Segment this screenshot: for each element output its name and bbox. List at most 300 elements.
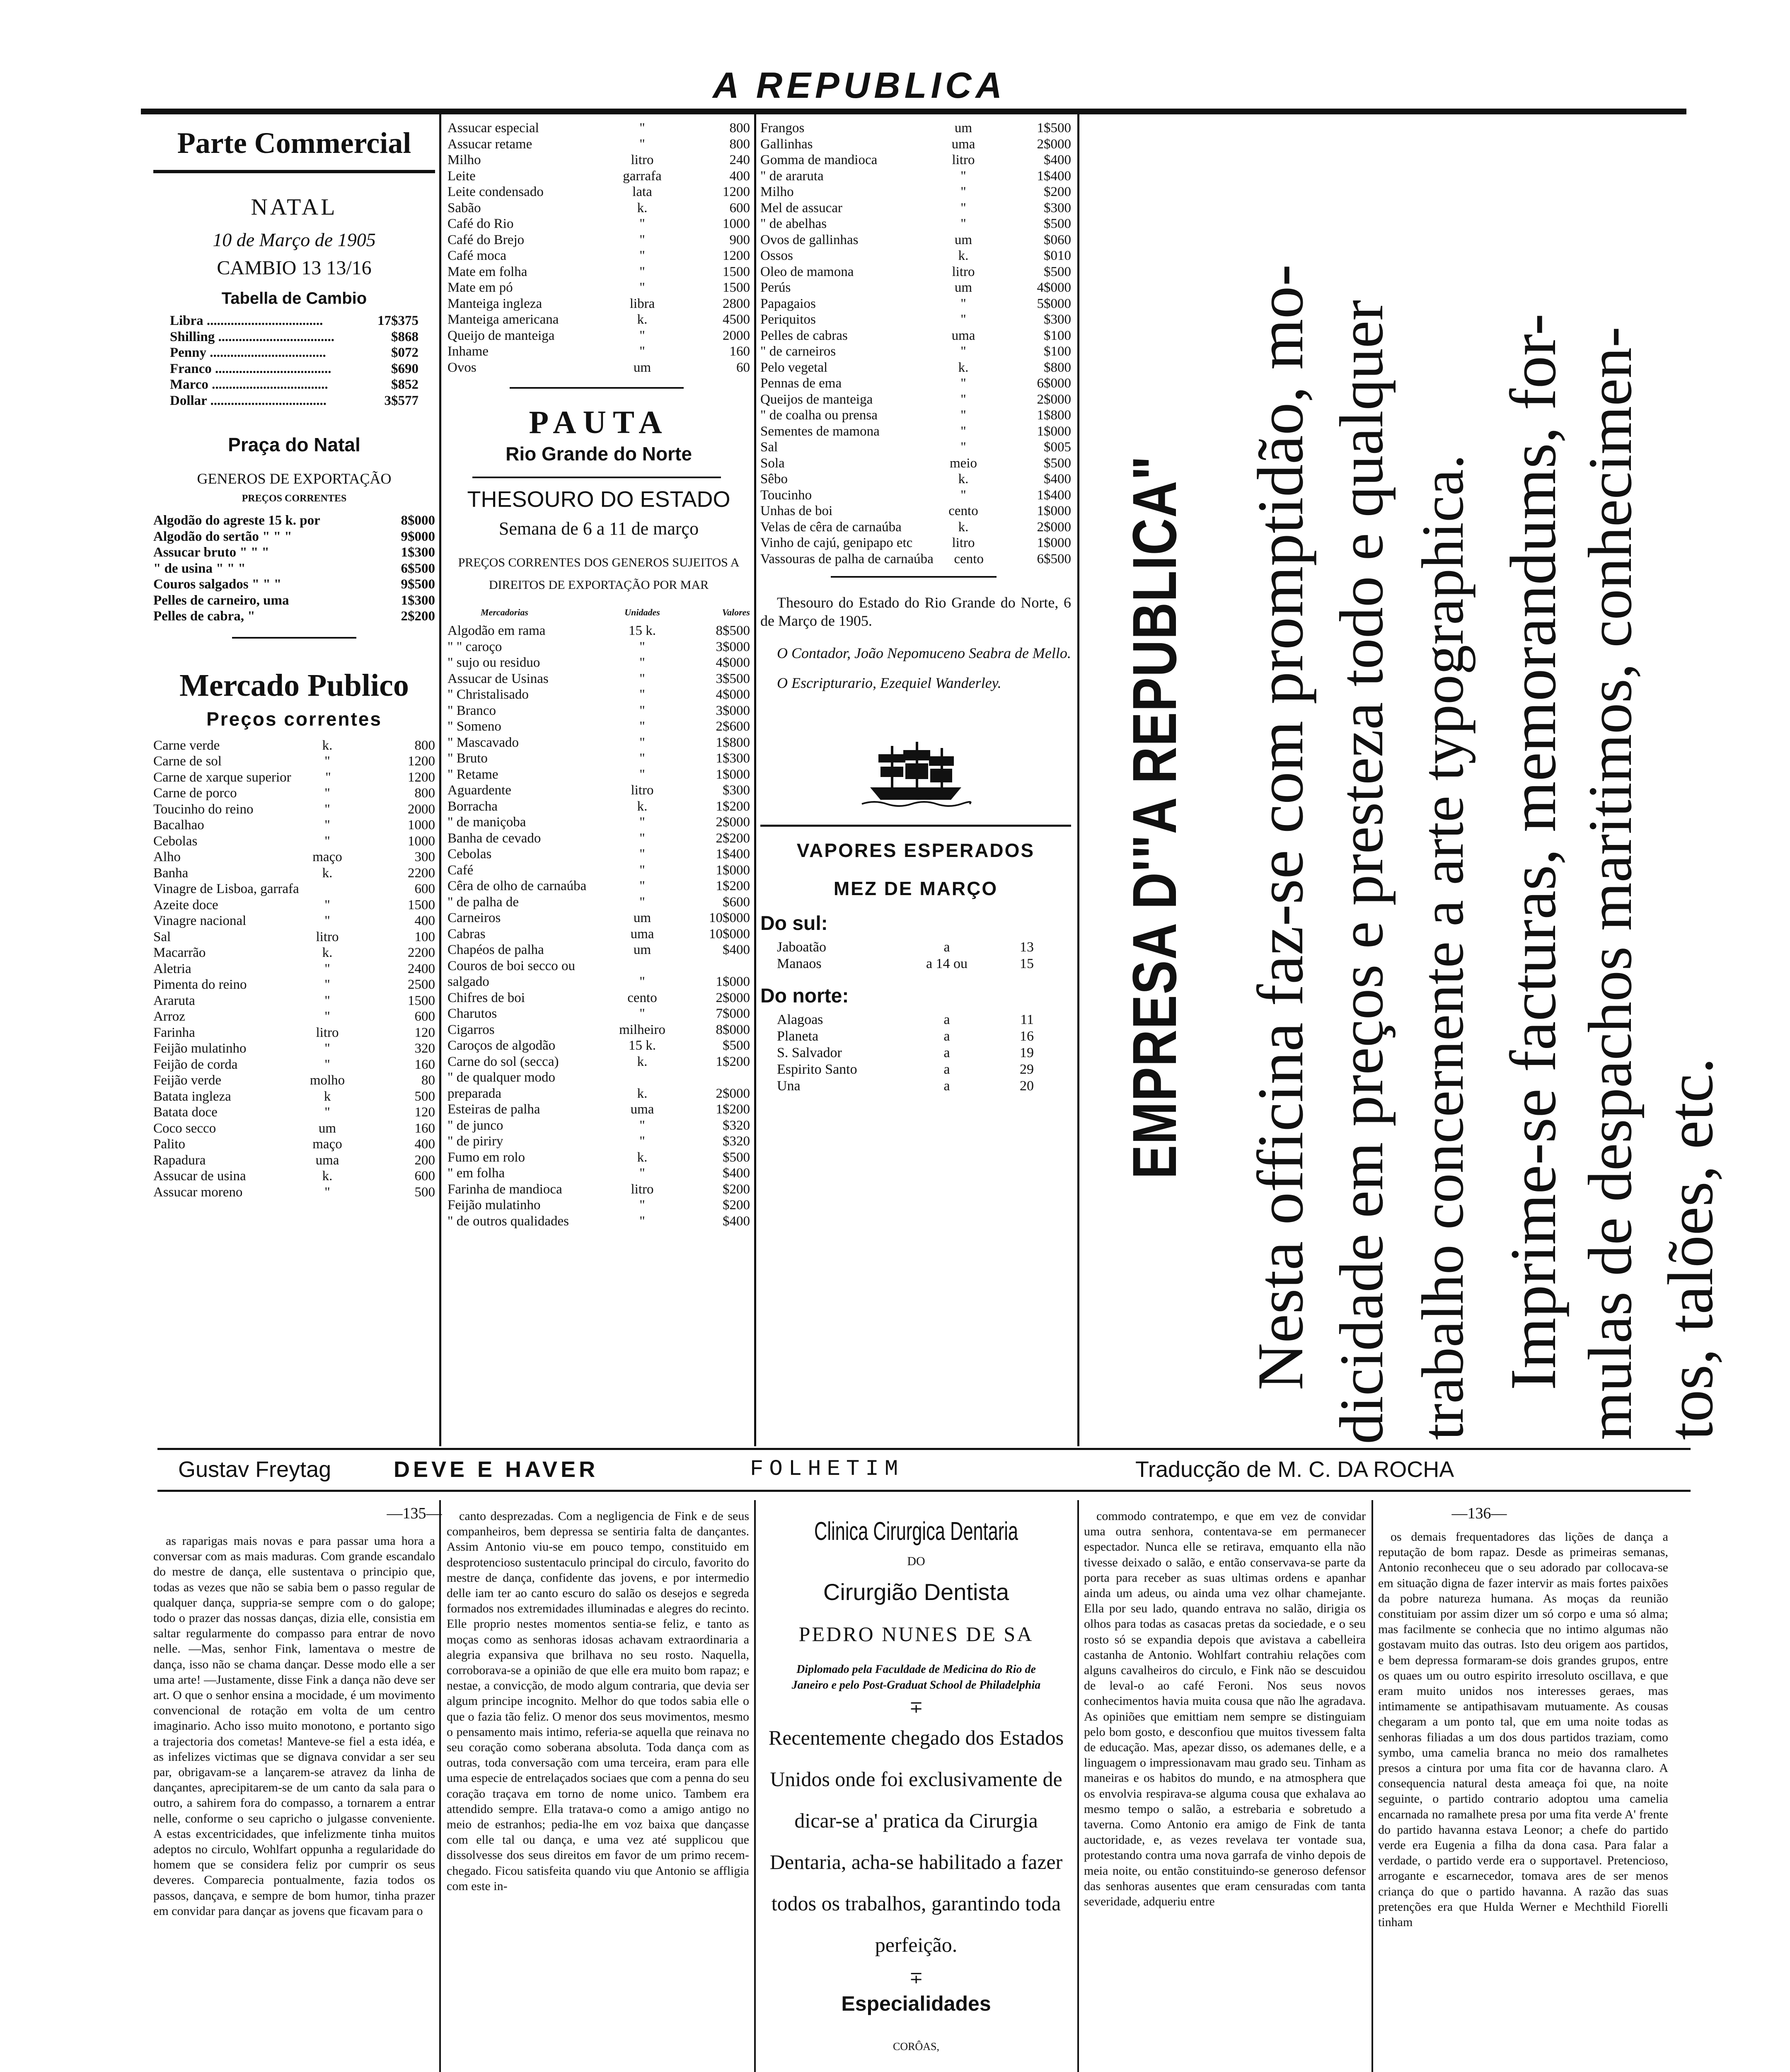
price-row <box>153 1089 435 1105</box>
item-unit: " <box>639 216 645 231</box>
item-unit: " <box>639 121 645 136</box>
item-name: Sal <box>153 929 171 944</box>
price-row <box>153 817 435 833</box>
price-row <box>448 655 750 671</box>
column3 <box>760 120 1071 1446</box>
item-unit: 15 k. <box>629 623 656 638</box>
item-name: Sabão <box>448 200 481 215</box>
item-value: 9$500 <box>401 577 435 592</box>
item-name: Araruta <box>153 993 195 1008</box>
pauta-intro: PREÇOS CORRENTES DOS GENEROS SUJEITOS A DIREITOS DE EXPORTAÇÃO POR MAR <box>458 556 740 592</box>
pauta-title: PAUTA <box>529 404 669 440</box>
item-unit: " <box>960 440 966 455</box>
price-row <box>760 487 1071 503</box>
price-row <box>448 152 750 168</box>
ship-name: Espirito Santo <box>777 1062 857 1077</box>
item-value: 800 <box>414 738 435 753</box>
item-value: 6$000 <box>1037 376 1071 391</box>
advert-line6: tos, talões, etc. <box>1655 1058 1726 1440</box>
pauta-subtitle: Rio Grande do Norte <box>506 443 692 465</box>
item-value: 9$000 <box>401 529 435 544</box>
advert-line1: Nesta officina faz-se com promptidão, mo- <box>1244 264 1317 1390</box>
item-unit: " <box>960 184 966 199</box>
item-unit: " <box>639 1213 645 1229</box>
price-row <box>448 264 750 280</box>
folhetim-rule-bottom <box>157 1490 1691 1492</box>
item-name: Feijão de corda <box>153 1057 238 1072</box>
item-value: $060 <box>1044 232 1071 247</box>
item-name: Mate em pó <box>448 280 513 295</box>
price-row <box>153 1184 435 1201</box>
item-unit: " <box>639 703 645 718</box>
ship-arrival: a <box>943 1012 950 1027</box>
item-unit: " <box>960 392 966 407</box>
item-unit: um <box>633 910 651 925</box>
item-name: " de piriry <box>448 1134 503 1149</box>
item-value: $800 <box>1044 360 1071 375</box>
item-name: " de maniçoba <box>448 815 526 830</box>
price-row <box>760 535 1071 551</box>
item-name: Carneiros <box>448 910 501 925</box>
price-row <box>448 168 750 184</box>
precos-label: PREÇOS CORRENTES <box>242 493 347 504</box>
item-name: Feijão verde <box>153 1073 222 1088</box>
price-row <box>760 439 1071 455</box>
do-sul-list <box>760 939 1071 972</box>
item-name: Café do Brejo <box>448 232 525 247</box>
price-row <box>448 1213 750 1230</box>
item-value: 6$500 <box>401 561 435 576</box>
price-row <box>448 894 750 910</box>
dentist-diploma: Diplomado pela Faculdade de Medicina do Rio de Janeiro e pelo Post-Graduat School de Philadelphia <box>791 1663 1041 1692</box>
item-value: $500 <box>723 1038 750 1053</box>
item-unit: " <box>960 200 966 215</box>
item-value: $300 <box>1044 200 1071 215</box>
item-name: Mel de assucar <box>760 200 842 215</box>
price-row <box>448 1038 750 1054</box>
item-value: $100 <box>1044 344 1071 359</box>
item-value: 1$000 <box>716 862 750 878</box>
dentist-do: DO <box>907 1554 925 1568</box>
price-row <box>153 977 435 993</box>
item-name: Inhame <box>448 344 489 359</box>
item-name: Assucar de Usinas <box>448 671 549 686</box>
ship-arrival: a <box>943 1062 950 1077</box>
price-row <box>448 639 750 655</box>
escripturario-note: O Escripturario, Ezequiel Wanderley. <box>777 675 1001 691</box>
item-value <box>680 958 750 974</box>
item-value: 1$000 <box>716 974 750 989</box>
price-row <box>760 375 1071 392</box>
item-value: 320 <box>414 1041 435 1056</box>
price-row <box>153 913 435 929</box>
item-unit: k. <box>637 1054 648 1069</box>
price-row <box>760 168 1071 184</box>
price-row <box>760 152 1071 168</box>
advert-line4: Imprime-se facturas, memorandums, for- <box>1497 313 1570 1390</box>
item-name: Carne verde <box>153 738 220 753</box>
column-divider <box>1372 1500 1373 2072</box>
ship-day: 11 <box>1020 1012 1034 1027</box>
item-name: Manteiga americana <box>448 312 559 327</box>
item-name: Marco .................................. <box>170 377 328 392</box>
ship-name: Manaos <box>777 956 822 971</box>
price-row <box>760 136 1071 152</box>
item-value: 2$000 <box>716 990 750 1005</box>
dentist-name: PEDRO NUNES DE SA <box>798 1622 1034 1646</box>
dentist-title: Clinica Cirurgica Dentaria <box>814 1517 1018 1546</box>
price-row <box>448 750 750 767</box>
item-name: " em folha <box>448 1166 505 1181</box>
column2-list <box>448 120 750 375</box>
item-unit: litro <box>952 264 975 279</box>
item-value: 160 <box>414 1057 435 1072</box>
item-name: " Mascavado <box>448 735 519 750</box>
folhetim-col2-text: canto desprezadas. Com a negligencia de Fink e de seus companheiros, bem depressa se sentiria falta de dançantes. Assim Antonio viu-se em pouco tempo, constituido em desprotencioso sustentaculo principal do circulo, favorito do mestre de dança, confidente das jovens, e por intermedio delle iam ter ao canto escuro do salão os desejos e segreda formados nos extremidades illuminadas e alegres do recinto. Elle proprio nestes momentos sentia-se feliz, e tanto as moças como as senhoras idosas achavam extraordinaria a alegria expansiva que brilhava no seu rosto. Naquella, corroborava-se a opinião de que elle era muito bom rapaz; e nestae, a convicção, de modo algum contraria, que devia ser algum principe incognito. Melhor do que todos sabia elle o que o fazia tão feliz. O menor dos seus movimentos, mesmo o pensamento mais intimo, referia-se aquella que reinava no seu coração como soberana absoluta. Toda dança com as outras, toda conversação com uma terceira, eram para elle uma especie de entrelaçados sociaes que com a penna do seu coração traçava em torno de nome unico. Tambem era attendido sempre. Ella tratava-o como a amigo antigo no meio de estranhos; pedia-lhe em voz baixa que dançasse com elle tal ou dança, e uma vez até supplicou que dissolvesse dos seus direitos em favor de um primo recem-chegado. Ficou satisfeita quando viu que Antonio se affligia com este in- <box>447 1509 749 1893</box>
item-value: 2000 <box>723 328 750 343</box>
item-name: Carne de xarque superior <box>153 770 291 785</box>
price-row <box>448 623 750 639</box>
price-row <box>153 1057 435 1073</box>
item-value: 1$200 <box>716 1054 750 1069</box>
item-unit: " <box>324 1009 330 1024</box>
item-unit: " <box>324 1041 330 1056</box>
item-name: Shilling .................................. <box>170 329 334 344</box>
ship-name: Alagoas <box>777 1012 823 1027</box>
item-unit: uma <box>630 926 654 942</box>
price-row <box>448 878 750 894</box>
price-row <box>760 503 1071 519</box>
item-name: Mate em folha <box>448 264 527 279</box>
price-row <box>760 328 1071 344</box>
ship-day: 20 <box>1020 1078 1034 1094</box>
divider-mark: ∓ <box>909 1968 923 1987</box>
item-value: 1$200 <box>716 799 750 814</box>
item-unit <box>605 958 680 974</box>
price-row <box>448 1197 750 1213</box>
item-unit: " <box>325 770 331 785</box>
item-name: Frangos <box>760 121 805 136</box>
item-unit: " <box>639 1006 645 1021</box>
item-value: 400 <box>729 168 750 184</box>
item-unit: uma <box>951 136 975 152</box>
price-row <box>170 313 418 329</box>
item-unit: litro <box>631 152 654 167</box>
item-value: 1200 <box>408 770 435 785</box>
price-row <box>153 849 435 865</box>
price-row <box>170 345 418 361</box>
price-row <box>448 1165 750 1181</box>
item-name: Couros salgados " " " <box>153 577 282 592</box>
column-divider <box>439 1500 441 2072</box>
item-value: 1$200 <box>716 879 750 893</box>
item-name: Velas de cêra de carnaúba <box>760 519 902 535</box>
item-value: $500 <box>1044 216 1071 231</box>
price-row <box>153 738 435 754</box>
dentist-body: Recentemente chegado dos Estados Unidos onde foi exclusivamente de dicar-se a' pratica da Cirurgia Dentaria, acha-se habilitado a fazer todos os trabalhos, garantindo toda perfeição. <box>768 1726 1064 1956</box>
item-name: " " caroço <box>448 639 502 654</box>
item-unit: uma <box>951 328 975 343</box>
price-row <box>448 1101 750 1118</box>
item-value: 500 <box>414 1089 435 1104</box>
item-unit: " <box>639 671 645 686</box>
folhetim-band <box>178 1457 1691 1490</box>
folhetim-title: DEVE E HAVER <box>394 1457 599 1482</box>
item-unit: litro <box>952 535 975 550</box>
item-value <box>680 1070 750 1086</box>
item-value: 1$000 <box>1037 535 1071 550</box>
item-unit: " <box>639 974 645 989</box>
price-row <box>153 770 435 786</box>
price-row <box>448 703 750 719</box>
price-row <box>153 1168 435 1184</box>
price-row <box>448 862 750 879</box>
price-row <box>153 545 435 561</box>
do-norte-label: Do norte: <box>760 985 849 1007</box>
item-unit: " <box>960 424 966 439</box>
item-value: 1$200 <box>716 1102 750 1117</box>
item-name: " Branco <box>448 703 496 718</box>
item-name: Oleo de mamona <box>760 264 854 279</box>
item-name: Libra .................................. <box>170 313 323 328</box>
cambio: CAMBIO 13 13/16 <box>217 257 372 279</box>
item-name: Caroços de algodão <box>448 1038 556 1053</box>
dentist-subtitle: Cirurgião Dentista <box>823 1579 1009 1605</box>
price-row <box>448 799 750 815</box>
item-name: Bacalhao <box>153 818 204 833</box>
price-row <box>448 296 750 312</box>
item-name: Batata doce <box>153 1105 218 1120</box>
item-value: 8$000 <box>401 513 435 528</box>
advert-panel <box>1081 114 1726 1446</box>
item-name: Macarrão <box>153 945 206 960</box>
item-unit: " <box>324 801 330 817</box>
item-name: " de qualquer modo <box>448 1070 555 1085</box>
item-value: 1$000 <box>716 767 750 782</box>
item-value: 4$000 <box>716 655 750 670</box>
item-name: " de araruta <box>760 168 824 184</box>
price-row <box>448 328 750 344</box>
item-unit: " <box>639 1118 645 1133</box>
price-row <box>760 120 1071 136</box>
price-row <box>760 312 1071 328</box>
price-row <box>448 360 750 376</box>
folhetim-col4-text: os demais frequentadores das lições de dança a reputação de bom rapaz. Desde as primeiras semanas, Antonio reconheceu que o seu adorado par collocava-se em situação digna de fazer intervir as mais fortes paixões da pobre natureza humana. As moças da reunião constituiam por assim dizer um só corpo e uma só alma; mas facilmente se conhecia que no intimo algumas não gostavam muito das outras. Isto deu origem aos partidos, e bem depressa formaram-se dois grandes grupos, entre os quaes um ou outro espirito irresoluto oscillava, e que eram muito unidos nos interesses geraes, mas intimamente se antipathisavam mutuamente. As cousas chegaram a um ponto tal, que em uma noite todas as senhoras filiadas a um dos dous partidos traziam, como symbo, uma camelia branca no meio dos ramalhetes presos a cintura por uma fita cor de havanna claro. A consequencia natural desta ameaça foi que, na noite seguinte, o partido contrario adoptou uma camelia encarnada no ramalhete presa por uma fita verde A' frente do partido havanna estava Leonor; a chefe do partido verde era Eugenia a filha da dona casa. Para falar a verdade, o partido verde era o supportavel. Pretencioso, arrogante e escarnecedor, tomava ares de ser menos criança do que o partido havanna. A razão das suas pretenções era que Hulda Werner e Mechthild Fiorelli tinham <box>1378 1530 1668 1929</box>
price-row <box>448 735 750 751</box>
item-unit: k. <box>958 248 969 263</box>
item-value: 2500 <box>408 977 435 992</box>
item-name: Cêra de olho de carnaúba <box>448 879 587 893</box>
item-name: Toucinho do reino <box>153 801 254 817</box>
item-name: Sêbo <box>760 472 788 487</box>
item-value: 3$000 <box>716 639 750 654</box>
item-unit: " <box>960 376 966 391</box>
ship-icon <box>862 738 970 808</box>
price-row <box>153 945 435 961</box>
item-value: $005 <box>1044 440 1071 455</box>
item-name: Assucar retame <box>448 136 532 152</box>
item-name: preparada <box>448 1086 502 1101</box>
item-name: Feijão mulatinho <box>153 1041 247 1056</box>
item-value: 600 <box>414 881 435 896</box>
item-name: Unhas de boi <box>760 503 833 518</box>
column3-list <box>760 120 1071 567</box>
item-unit: " <box>639 344 645 359</box>
ship-day: 15 <box>1020 956 1034 971</box>
ship-row <box>760 956 1071 972</box>
item-value: $500 <box>1044 455 1071 471</box>
ship-name: Una <box>777 1078 801 1094</box>
item-value: $400 <box>1044 152 1071 167</box>
item-value: 1$400 <box>1037 168 1071 184</box>
price-row <box>448 1070 750 1086</box>
column-divider <box>754 114 756 1446</box>
item-value: 2200 <box>408 945 435 960</box>
item-name: Leite <box>448 168 476 184</box>
dentist-advert <box>761 1513 1072 2072</box>
price-row <box>448 280 750 296</box>
price-row <box>170 329 418 345</box>
price-row <box>170 361 418 377</box>
price-row <box>448 136 750 152</box>
item-value: 1000 <box>408 818 435 833</box>
price-row <box>448 687 750 703</box>
folhetim-label: FOLHETIM <box>750 1457 904 1482</box>
item-name: " de abelhas <box>760 216 827 231</box>
price-row <box>448 1086 750 1102</box>
price-row <box>760 232 1071 248</box>
item-unit: k. <box>637 312 648 327</box>
item-name: Algodão do sertão " " " <box>153 529 292 544</box>
item-unit: " <box>639 815 645 830</box>
item-name: Farinha <box>153 1025 195 1040</box>
item-unit: " <box>639 719 645 734</box>
price-row <box>760 471 1071 487</box>
ship-day: 16 <box>1020 1029 1034 1044</box>
item-unit: " <box>960 487 966 503</box>
pauta-column-heads <box>448 607 750 618</box>
do-norte-list <box>760 1012 1071 1094</box>
item-unit: " <box>324 913 330 928</box>
item-value: 2$000 <box>1037 136 1071 152</box>
item-value: $500 <box>1044 264 1071 279</box>
item-unit: cento <box>948 503 978 518</box>
item-unit: " <box>960 408 966 423</box>
item-unit: " <box>324 977 330 992</box>
item-name: Sal <box>760 440 778 455</box>
ship-row <box>760 1012 1071 1028</box>
item-value: $300 <box>723 783 750 798</box>
item-name: Milho <box>448 152 481 167</box>
page-number-left: —135— <box>387 1505 442 1522</box>
item-unit: maço <box>312 1137 342 1152</box>
item-name: " Bruto <box>448 751 488 766</box>
ship-name: S. Salvador <box>777 1045 842 1060</box>
item-name: Franco .................................. <box>170 361 331 376</box>
item-value: $320 <box>723 1118 750 1133</box>
advert-line3: trabalho concernente a arte typographica. <box>1410 454 1476 1440</box>
item-value: 2$000 <box>716 815 750 830</box>
item-name: Vinagre de Lisboa, garrafa <box>153 881 299 896</box>
item-name: " de junco <box>448 1118 503 1133</box>
section-title: Parte Commercial <box>153 120 435 173</box>
item-name: " sujo ou residuo <box>448 655 540 670</box>
price-row <box>760 200 1071 216</box>
price-row <box>760 264 1071 280</box>
section-rule <box>760 825 1071 827</box>
item-name: Algodão em rama <box>448 623 546 638</box>
item-unit: " <box>324 993 330 1008</box>
price-row <box>448 719 750 735</box>
item-unit: milheiro <box>619 1022 665 1037</box>
price-row <box>448 974 750 990</box>
item-name: Azeite doce <box>153 897 218 913</box>
price-row <box>448 1022 750 1038</box>
item-value: 1$400 <box>716 847 750 862</box>
item-value: 8$000 <box>716 1022 750 1037</box>
ship-row <box>760 1028 1071 1045</box>
item-unit: " <box>324 1105 330 1120</box>
item-name: Cebolas <box>153 833 198 849</box>
item-value: $400 <box>1044 472 1071 487</box>
item-value: 1$400 <box>1037 487 1071 503</box>
item-unit: uma <box>630 1102 654 1117</box>
item-value: 3$000 <box>716 703 750 718</box>
section-rule <box>510 387 684 389</box>
item-unit: " <box>324 786 330 801</box>
head-valores: Valores <box>722 607 750 617</box>
price-row <box>153 1025 435 1041</box>
price-row <box>153 961 435 977</box>
item-value: 1500 <box>723 280 750 295</box>
item-name: Ossos <box>760 248 793 263</box>
price-row <box>153 833 435 850</box>
item-unit: " <box>960 216 966 231</box>
price-row <box>448 312 750 328</box>
item-value: $300 <box>1044 312 1071 327</box>
item-unit: k. <box>322 865 333 881</box>
column-divider <box>1077 1500 1079 2072</box>
item-value: 1$300 <box>401 545 435 560</box>
item-unit: k. <box>322 945 333 960</box>
item-value: 1000 <box>723 216 750 231</box>
item-unit: litro <box>631 1181 654 1197</box>
section-rule <box>831 576 997 578</box>
item-name: Cigarros <box>448 1022 495 1037</box>
item-unit: k. <box>958 472 969 487</box>
price-row <box>153 576 435 593</box>
praca-title: Praça do Natal <box>228 434 360 455</box>
item-unit: litro <box>952 152 975 167</box>
divider-mark: ∓ <box>909 1698 923 1716</box>
section-rule <box>472 477 721 478</box>
exportacao-list <box>153 513 435 625</box>
price-row <box>760 216 1071 232</box>
item-unit: " <box>639 847 645 862</box>
item-value: 500 <box>414 1184 435 1200</box>
item-unit: cento <box>954 551 984 566</box>
price-row <box>170 393 418 409</box>
ship-row <box>760 1078 1071 1094</box>
folhetim-col3-text: commodo contratempo, e que em vez de convidar uma outra senhora, contentava-se em permanecer espectador. Nunca elle se retirava, emquanto ella não tivesse deixado o salão, e então conservava-se parte da porta para receber as suas ultimas ordens e apanhar ainda um adeus, ou ainda uma vez olhar chamejante. Ella por seu lado, quando entrava no salão, dirigia os olhos para todas as casacas pretas da sociedade, e o seu rosto só se expandia depois que avistava a cabelleira castanha de Antonio. Wohlfart contrahiu relações com alguns cavalheiros do circulo, e Fink não se descuidou de leval-o ao café Feroni. Nos seus novos conhecimentos havia muita cousa que não lhe agradava. As opiniões que emittiam nem sempre se distinguiam pelo bom gosto, e desconfiou que muitos tivessem falta de educação. Mas, apezar disso, os ademanes delle, e a linguagem o impressionavam mau grado seu. Tinham as maneiras e os habitos do mundo, e na atmosphera que os envolvia respirava-se alguma cousa que exhalava ao mesmo tempo o salão, a estrebaria e sobretudo a taverna. Como Antonio era amigo de Fink de tanta auctoridade, e, as vezes revelava ter vontade sua, protestando contra uma nova garrafa de vinho depois de meia noite, ou então constituindo-se generoso defensor das senhoras ausentes que eram censuradas com tanta severidade, adqueriu entre <box>1084 1509 1366 1909</box>
item-name: Assucar especial <box>448 121 539 136</box>
item-unit: " <box>639 1166 645 1181</box>
page-number-right: —136— <box>1451 1505 1507 1522</box>
item-value: $690 <box>391 361 418 376</box>
item-name: Queijos de manteiga <box>760 392 873 407</box>
item-name: Banha de cevado <box>448 830 541 846</box>
item-name: Carne de sol <box>153 754 222 769</box>
